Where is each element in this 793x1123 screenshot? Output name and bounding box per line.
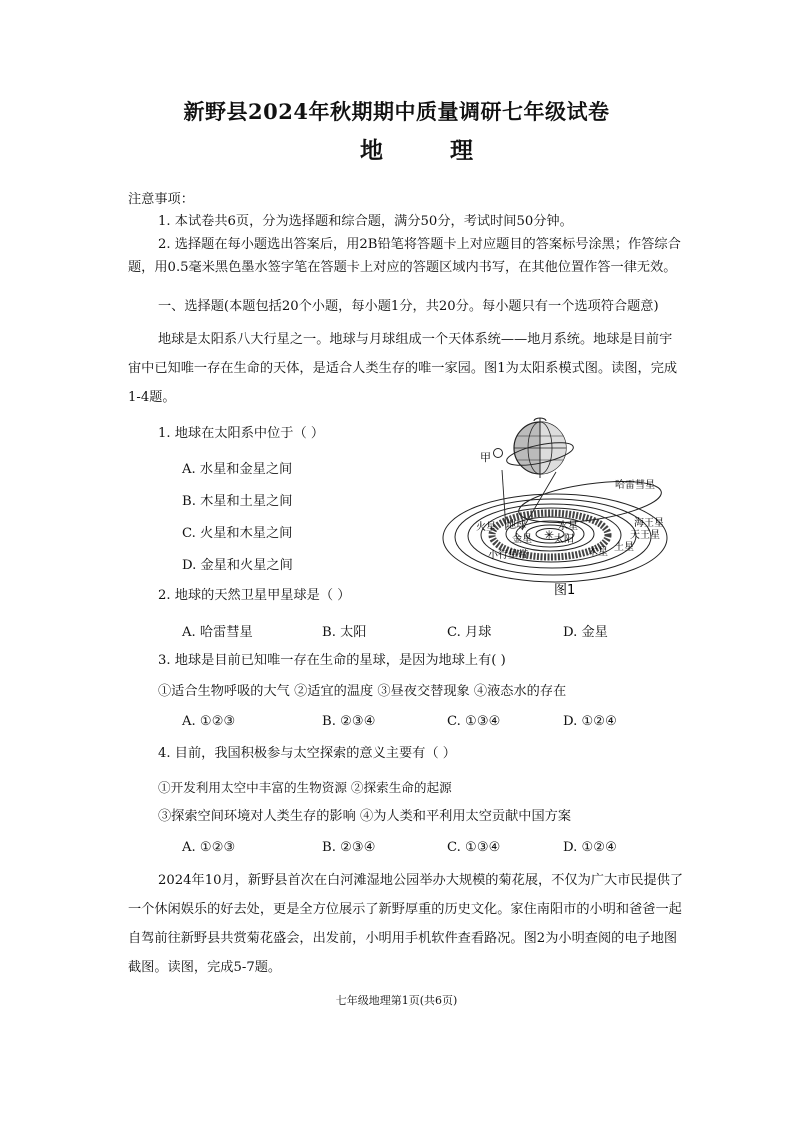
q4-option-b[interactable]: B. ②③④ [322, 840, 376, 855]
passage2-line-4: 截图。读图，完成5-7题。 [128, 960, 282, 975]
label-uranus: 天王星 [630, 530, 660, 541]
q1-stem: 1. 地球在太阳系中位于（ ） [158, 426, 325, 441]
passage2-line-1: 2024年10月，新野县首次在白河滩湿地公园举办大规模的菊花展，不仅为广大市民提供了 [158, 873, 684, 888]
page-footer: 七年级地理第1页(共6页) [335, 994, 458, 1007]
moon-planet [494, 449, 503, 458]
label-jupiter: 木星 [588, 547, 608, 558]
label-mercury: 水星 [558, 521, 578, 532]
q2-option-b[interactable]: B. 太阳 [322, 625, 367, 640]
q1-option-c[interactable]: C. 火星和木星之间 [182, 526, 293, 541]
sun-symbol: ✳ [544, 528, 555, 542]
label-halley: 哈雷彗星 [615, 480, 655, 491]
figure-1-caption: 图1 [554, 583, 576, 598]
intro-line-1: 地球是太阳系八大行星之一。地球与月球组成一个天体系统——地月系统。地球是目前宇 [158, 332, 673, 347]
subject-char-2: 理 [450, 137, 473, 164]
notice-item-2-line-1: 2. 选择题在每小题选出答案后，用2B铅笔将答题卡上对应题目的答案标号涂黑；作答综合 [158, 237, 681, 252]
q1-option-b[interactable]: B. 木星和土星之间 [182, 494, 293, 509]
q3-option-a[interactable]: A. ①②③ [182, 714, 236, 729]
q3-conditions: ①适合生物呼吸的大气 ②适宜的温度 ③昼夜交替现象 ④液态水的存在 [158, 684, 567, 699]
label-venus: 金星 [512, 534, 532, 545]
intro-line-3: 1-4题。 [128, 390, 176, 405]
section-1-heading: 一、选择题(本题包括20个小题，每小题1分，共20分。每小题只有一个选项符合题意) [158, 299, 659, 314]
passage2-line-2: 一个休闲娱乐的好去处，更是全方位展示了新野厚重的历史文化。家住南阳市的小明和爸爸一起 [128, 902, 682, 917]
label-jia: 甲 [480, 451, 491, 464]
q4-conditions-2: ③探索空间环境对人类生存的影响 ④为人类和平利用太空贡献中国方案 [158, 809, 572, 824]
q1-option-d[interactable]: D. 金星和火星之间 [182, 558, 293, 573]
notice-item-1: 1. 本试卷共6页，分为选择题和综合题，满分50分，考试时间50分钟。 [158, 214, 573, 229]
subject-char-1: 地 [360, 137, 383, 164]
label-earth: 地球 [506, 520, 526, 531]
label-neptune: 海王星 [634, 518, 664, 529]
q2-option-a[interactable]: A. 哈雷彗星 [182, 625, 253, 640]
exam-title: 新野县2024年秋期期中质量调研七年级试卷 [183, 99, 610, 124]
q4-conditions-1: ①开发利用太空中丰富的生物资源 ②探索生命的起源 [158, 780, 452, 795]
label-mars: 火星 [476, 522, 496, 533]
q4-option-c[interactable]: C. ①③④ [447, 840, 501, 855]
q2-option-d[interactable]: D. 金星 [563, 625, 608, 640]
q3-option-c[interactable]: C. ①③④ [447, 714, 501, 729]
q4-stem: 4. 目前，我国积极参与太空探索的意义主要有（ ） [158, 746, 456, 761]
q3-option-d[interactable]: D. ①②④ [563, 714, 617, 729]
q2-option-c[interactable]: C. 月球 [447, 625, 492, 640]
notice-heading: 注意事项： [128, 192, 194, 207]
q3-stem: 3. 地球是目前已知唯一存在生命的星球，是因为地球上有( ) [158, 653, 506, 668]
q4-option-a[interactable]: A. ①②③ [182, 840, 236, 855]
solar-system-figure [440, 412, 680, 602]
q1-option-a[interactable]: A. 水星和金星之间 [182, 462, 293, 477]
label-saturn: 土星 [614, 542, 634, 553]
q4-option-d[interactable]: D. ①②④ [563, 840, 617, 855]
label-sun: 太阳 [554, 534, 574, 545]
passage2-line-3: 自驾前往新野县共赏菊花盛会，出发前，小明用手机软件查看路况。图2为小明查阅的电子地图 [128, 931, 678, 946]
label-asteroid-belt: 小行星带 [488, 550, 528, 561]
intro-line-2: 宙中已知唯一存在生命的天体，是适合人类生存的唯一家园。图1为太阳系模式图。读图，完成 [128, 361, 678, 376]
notice-item-2-line-2: 题，用0.5毫米黑色墨水签字笔在答题卡上对应的答题区域内书写，在其他位置作答一律无效。 [128, 260, 677, 275]
q2-stem: 2. 地球的天然卫星甲星球是（ ） [158, 588, 351, 603]
q3-option-b[interactable]: B. ②③④ [322, 714, 376, 729]
